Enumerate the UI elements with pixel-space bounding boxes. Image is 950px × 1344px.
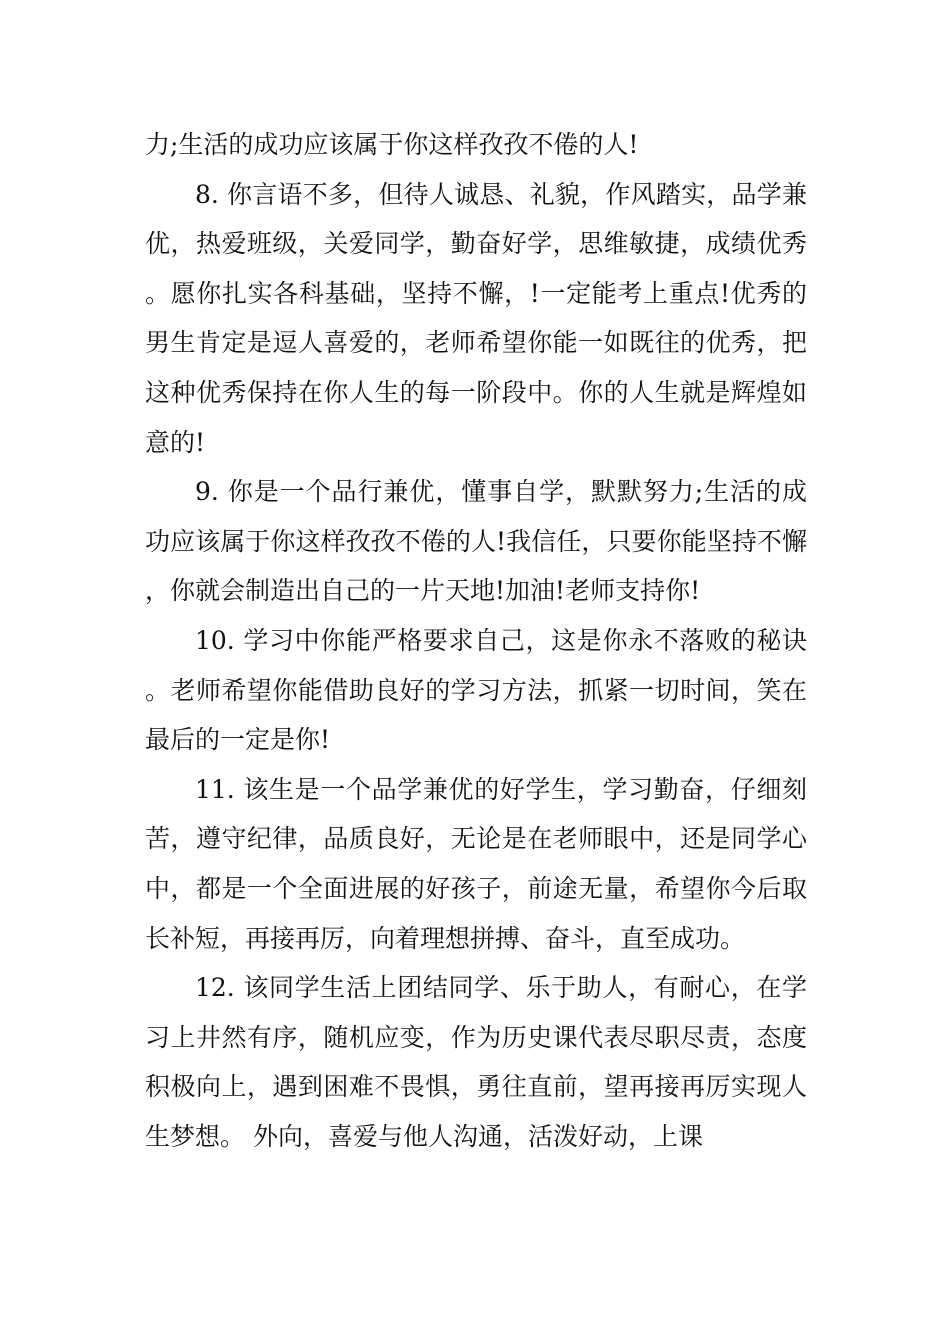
- paragraph-item-10: 10. 学习中你能严格要求自己，这是你永不落败的秘诀。老师希望你能借助良好的学习方法，抓紧一切时间，笑在最后的一定是你!: [145, 625, 807, 755]
- paragraph-item-12: 12. 该同学生活上团结同学、乐于助人，有耐心，在学习上井然有序，随机应变，作为历史课代表尽职尽责，态度积极向上，遇到困难不畏惧，勇往直前，望再接再厉实现人生梦想。 外向，喜爱与他人沟通，活泼好动，上课: [145, 973, 807, 1151]
- paragraph-item-8: 8. 你言语不多，但待人诚恳、礼貌，作风踏实，品学兼优，热爱班级，关爱同学，勤奋好学，思维敏捷，成绩优秀。愿你扎实各科基础，坚持不懈，!一定能考上重点!优秀的男生肯定是逗人喜爱的，老师希望你能一如既往的优秀，把这种优秀保持在你人生的每一阶段中。你的人生就是辉煌如意的!: [145, 179, 807, 457]
- paragraph-item-11: 11. 该生是一个品学兼优的好学生，学习勤奋，仔细刻苦，遵守纪律，品质良好，无论是在老师眼中，还是同学心中，都是一个全面进展的好孩子，前途无量，希望你今后取长补短，再接再厉，向着理想拼搏、奋斗，直至成功。: [145, 774, 807, 953]
- paragraph-item-9: 9. 你是一个品行兼优，懂事自学，默默努力;生活的成功应该属于你这样孜孜不倦的人!我信任，只要你能坚持不懈，你就会制造出自己的一片天地!加油!老师支持你!: [145, 477, 807, 606]
- document-body: [145, 120, 807, 1161]
- paragraph-continuation: 力;生活的成功应该属于你这样孜孜不倦的人!: [145, 130, 639, 159]
